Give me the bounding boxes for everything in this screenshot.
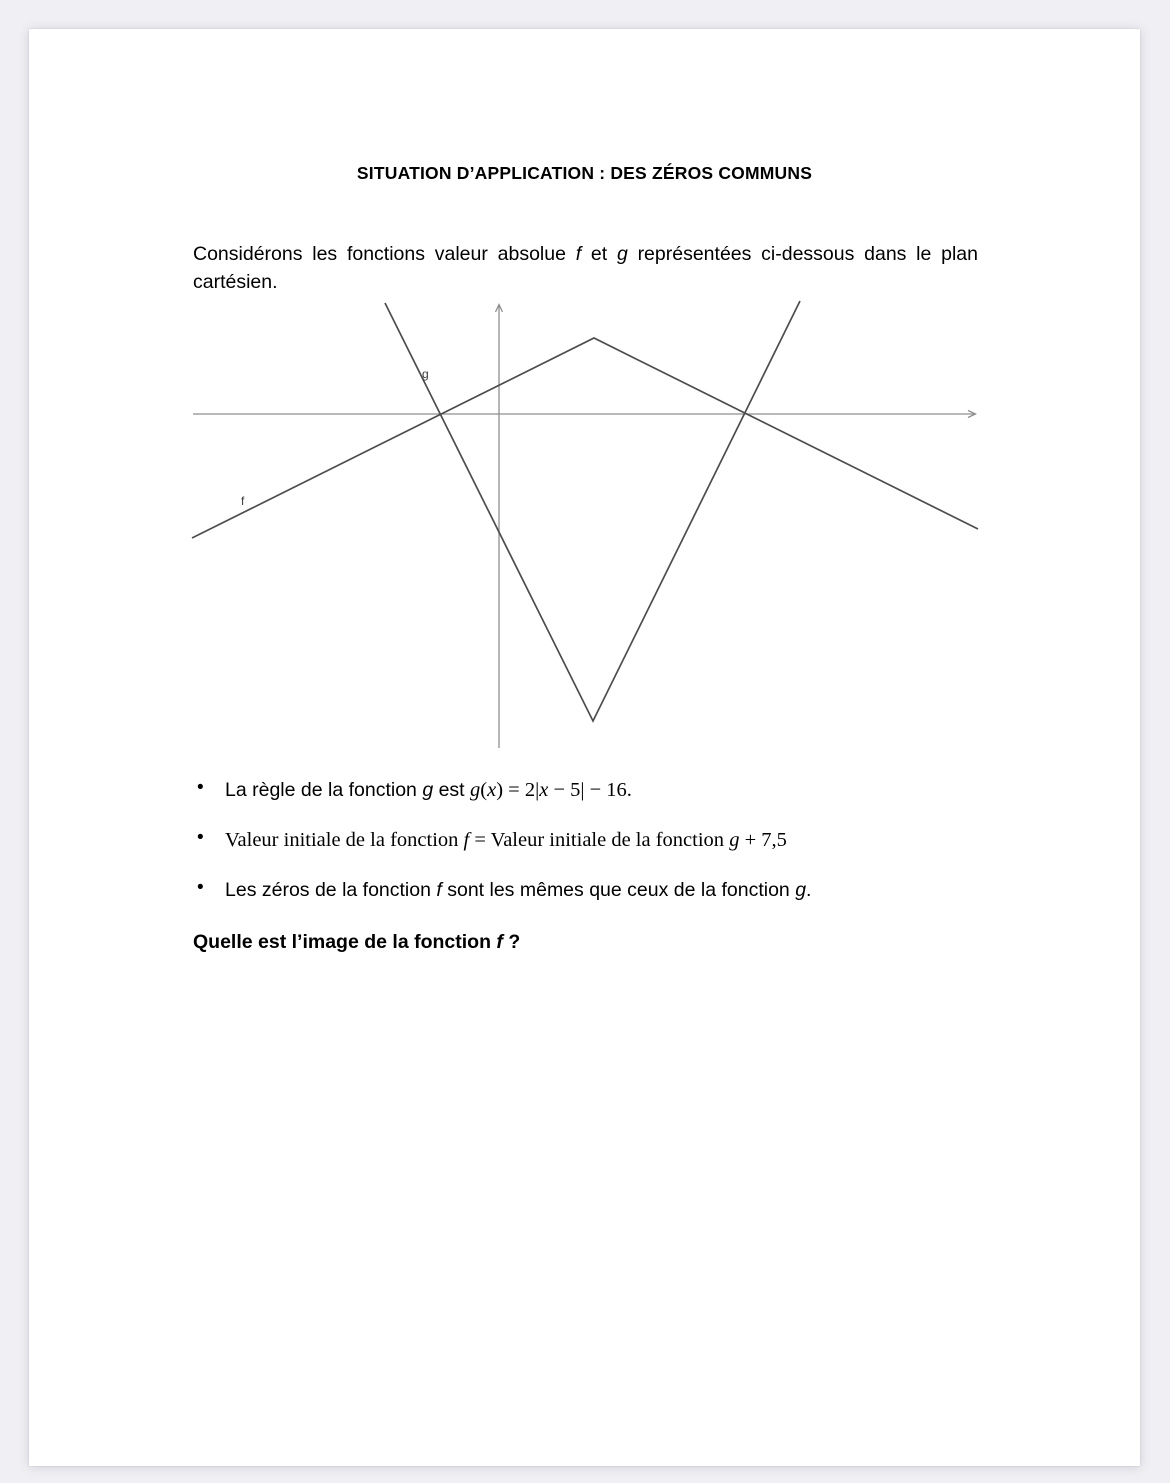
intro-text-1: Considérons les fonctions valeur absolue: [193, 243, 576, 265]
document-page: [29, 29, 1140, 1466]
fact3-text: Les zéros de la fonction: [225, 879, 437, 901]
bullet-icon: •: [197, 827, 204, 848]
curve-f: [192, 338, 978, 538]
facts-list: [193, 778, 978, 902]
fact3-text-2: sont les mêmes que ceux de la fonction: [441, 879, 796, 901]
fact1-text: La règle de la fonction: [225, 779, 423, 801]
curve-g-label: g: [422, 367, 429, 381]
function-f-symbol: f: [575, 243, 582, 265]
fact3-f-symbol: f: [436, 879, 442, 901]
fact1-math-x2: x: [539, 779, 549, 801]
intro-text-2: et: [581, 243, 617, 265]
function-g-symbol: g: [616, 243, 628, 265]
curve-g: [385, 301, 800, 721]
fact1-text-2: est: [433, 779, 471, 801]
fact1-math-paren: (: [480, 779, 488, 801]
bullet-icon: •: [197, 877, 204, 898]
fact-rule-of-g: [193, 778, 978, 802]
fact2-f-symbol: f: [463, 829, 470, 851]
question-mark: ?: [502, 931, 521, 953]
fact2-g-symbol: g: [729, 829, 740, 851]
question-line: [193, 930, 978, 954]
cartesian-plane-figure: [190, 296, 978, 751]
fact2-text: Valeur initiale de la fonction: [225, 829, 464, 851]
fact1-math-end: − 5| − 16.: [548, 779, 632, 801]
fact-initial-values: [193, 828, 978, 852]
graph-svg: [190, 296, 980, 751]
question-f-symbol: f: [496, 931, 503, 953]
fact3-g-symbol: g: [795, 879, 807, 901]
fact1-math-x: x: [487, 779, 497, 801]
intro-paragraph: [193, 240, 978, 296]
page-title: SITUATION D’APPLICATION : DES ZÉROS COMMUNS: [356, 163, 813, 183]
fact-common-zeros: [193, 878, 978, 902]
fact3-period: .: [806, 879, 812, 901]
fact1-g-symbol: g: [422, 779, 434, 801]
fact2-text-3: + 7,5: [739, 829, 787, 851]
bullet-icon: •: [197, 777, 204, 798]
question-text: Quelle est l’image de la fonction: [193, 931, 497, 953]
fact1-math-g: g: [470, 779, 481, 801]
intro-text-3: représentées ci-dessous dans le plan cartésien.: [193, 243, 978, 293]
content-column: [29, 240, 1140, 954]
curve-f-label: f: [241, 494, 245, 508]
fact2-text-2: = Valeur initiale de la fonction: [469, 829, 730, 851]
fact1-math-mid: ) = 2|: [496, 779, 540, 801]
